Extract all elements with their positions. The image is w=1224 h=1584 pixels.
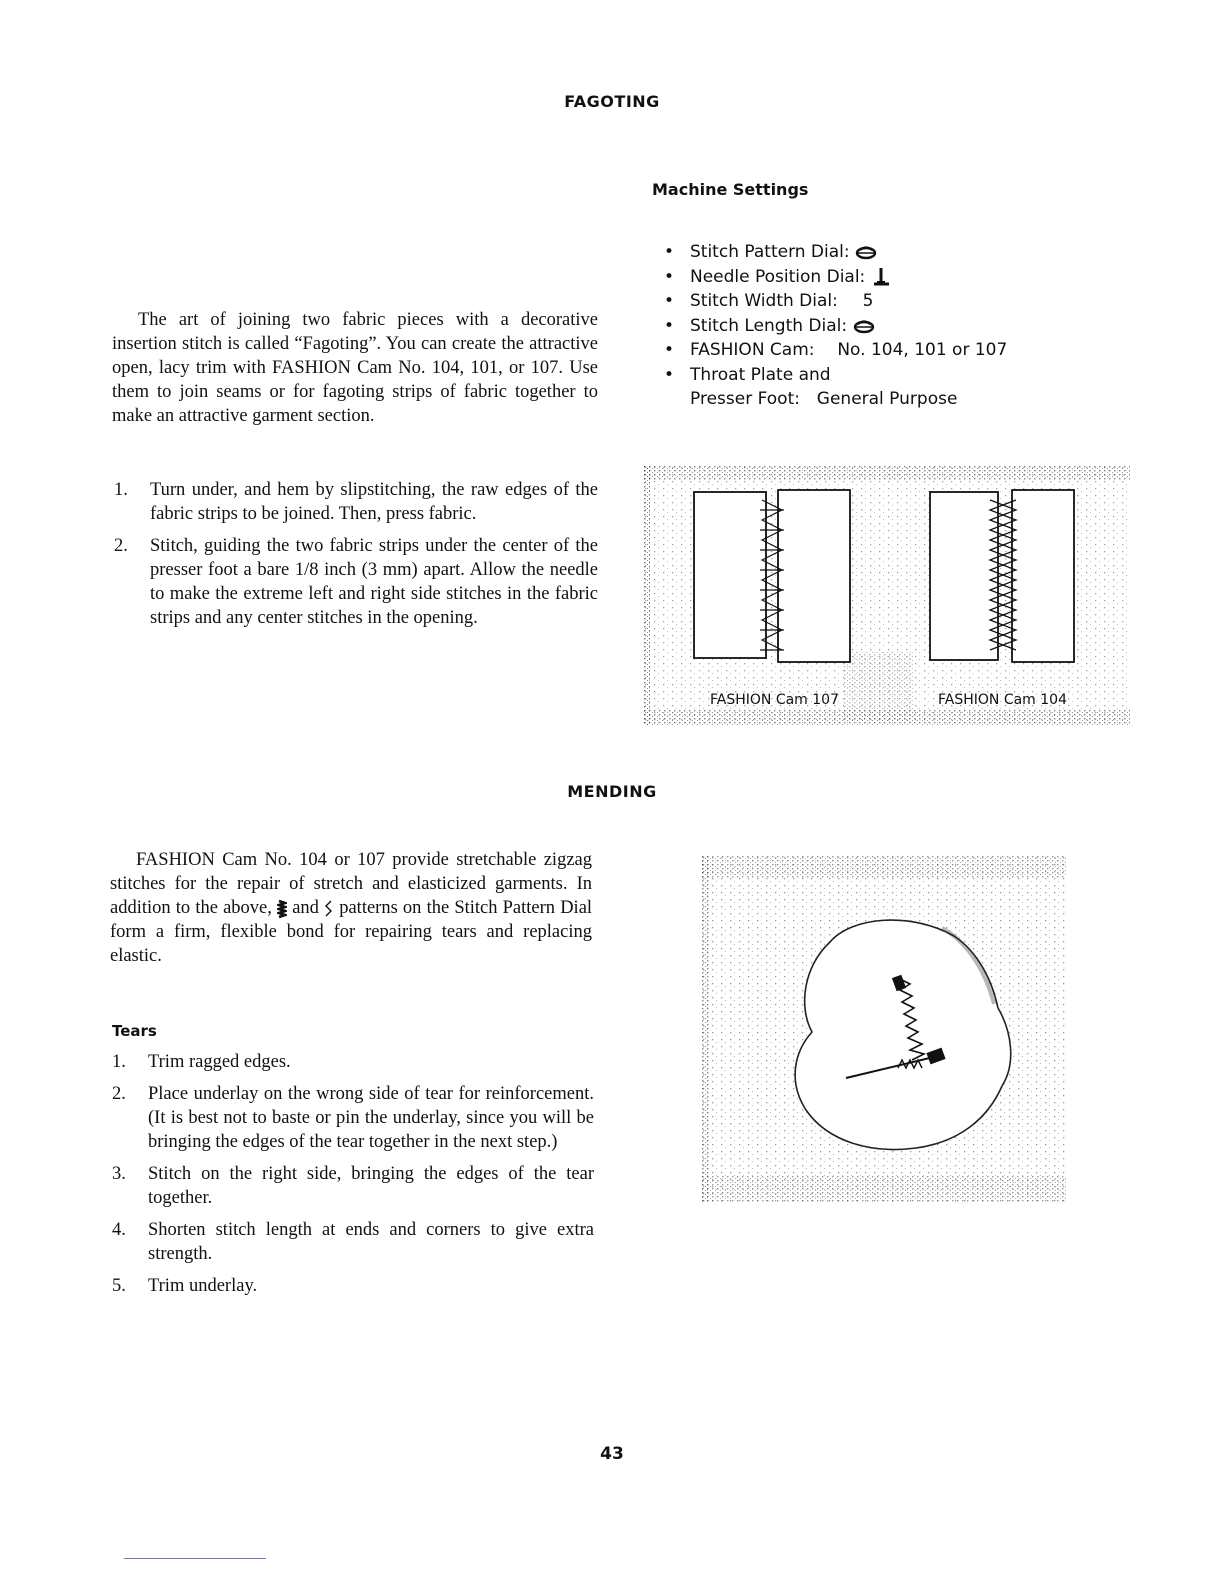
footer-rule: [124, 1558, 266, 1559]
mending-illustration: [702, 856, 1066, 1202]
page-number: 43: [600, 1444, 624, 1464]
zigzag-symbol-icon: [324, 899, 334, 919]
mending-intro: FASHION Cam No. 104 or 107 provide stretchable zigzag stitches for the repair of stretch and elasticized garments. In addition to the above, and patterns on the Stitch Pattern Dial form a firm, flexible bond for repairing tears and replacing elastic.: [110, 850, 593, 966]
setting-stitch-length: • Stitch Length Dial:: [664, 314, 1007, 339]
list-item: 1. Trim ragged edges.: [112, 1052, 291, 1072]
setting-fashion-cam: • FASHION Cam: No. 104, 101 or 107: [664, 340, 1008, 360]
stitch-pattern-symbol-icon: [855, 244, 877, 260]
machine-settings-list: [664, 240, 1007, 412]
list-item: 3. Stitch on the right side, bringing the edges of the tear together.: [112, 1164, 594, 1208]
figure-caption-cam-107: FASHION Cam 107: [710, 692, 839, 708]
list-item: 2. Place underlay on the wrong side of tear for reinforcement. (It is best not to baste or pin the underlay, since you will be bringing the edges of the tear together in the next step.): [112, 1084, 594, 1152]
fagoting-intro: The art of joining two fabric pieces with a decorative insertion stitch is called “Fagoting”. You can create the attractive open, lacy trim with FASHION Cam No. 104, 101, or 107. Use them to join seams or for fagoting strips of fabric together to make an attractive garment section.: [112, 310, 598, 426]
setting-stitch-pattern: • Stitch Pattern Dial:: [664, 240, 1007, 265]
section-title-fagoting: FAGOTING: [564, 92, 660, 111]
setting-stitch-width: • Stitch Width Dial: 5: [664, 291, 874, 311]
list-item: 5. Trim underlay.: [112, 1276, 258, 1296]
list-item: 2. Stitch, guiding the two fabric strips under the center of the presser foot a bare 1/8 inch (3 mm) apart. Allow the needle to make the extreme left and right side stitches in the fabric strips and any center stitches in the opening.: [114, 536, 598, 628]
setting-throat-plate: • Throat Plate and Presser Foot: General Purpose: [664, 364, 958, 409]
mending-steps: [112, 1050, 594, 1306]
section-title-mending: MENDING: [567, 782, 657, 801]
needle-position-symbol-icon: [871, 267, 891, 287]
fagoting-illustration: [644, 466, 1130, 726]
figure-caption-cam-104: FASHION Cam 104: [938, 692, 1067, 708]
setting-needle-position: • Needle Position Dial:: [664, 265, 1007, 290]
stitch-length-symbol-icon: [853, 318, 875, 334]
list-item: 4. Shorten stitch length at ends and corners to give extra strength.: [112, 1220, 594, 1264]
fagoting-steps: [114, 478, 598, 638]
tears-subheading: Tears: [112, 1022, 157, 1040]
machine-settings-title: Machine Settings: [652, 180, 809, 199]
multi-stitch-zigzag-symbol-icon: [277, 899, 287, 919]
list-item: 1. Turn under, and hem by slipstitching, the raw edges of the fabric strips to be joined. Then, press fabric.: [114, 480, 598, 524]
